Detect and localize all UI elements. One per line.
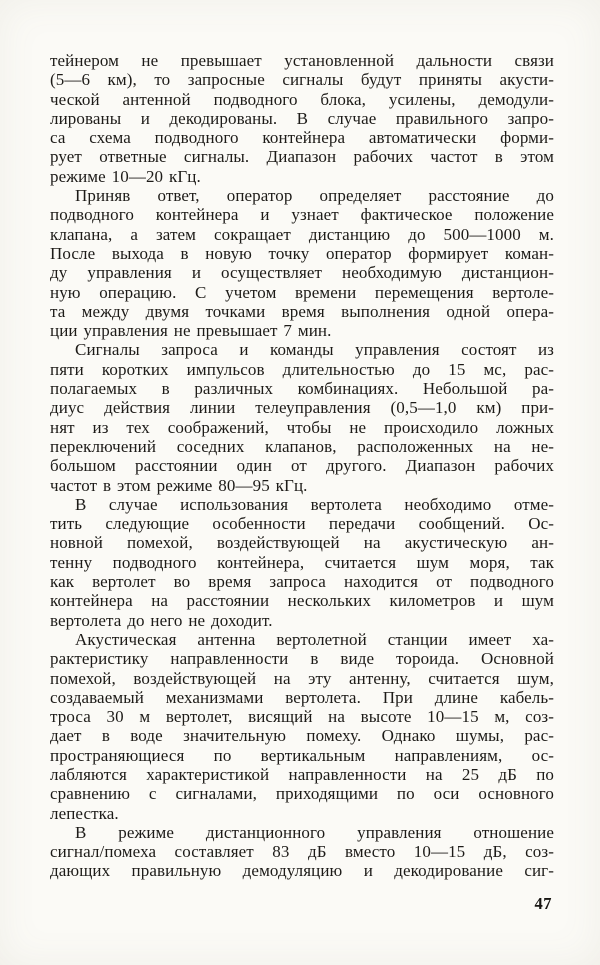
text-line: диус действия линии телеуправления (0,5—1,0 км) при- bbox=[50, 398, 554, 418]
text-line: большом расстоянии один от другого. Диапазон рабочих bbox=[50, 456, 554, 476]
text-line: ную операцию. С учетом времени перемещения вертоле- bbox=[50, 282, 554, 302]
text-line: сигнал/помеха составляет 83 дБ вместо 10—15 дБ, соз- bbox=[50, 842, 554, 862]
text-line: лированы и декодированы. В случае правильного запро- bbox=[50, 108, 554, 128]
text-line: троса 30 м вертолет, висящий на высоте 10—15 м, соз- bbox=[50, 707, 554, 727]
text-line: ду управления и осуществляет необходимую дистанцион- bbox=[50, 263, 554, 283]
text-line: са схема подводного контейнера автоматически форми- bbox=[50, 128, 554, 148]
text-line: режиме 10—20 кГц. bbox=[50, 166, 201, 186]
text-line: Сигналы запроса и команды управления состоят из bbox=[75, 340, 554, 360]
text-line: пяти коротких импульсов длительностью до 15 мс, рас- bbox=[50, 359, 554, 379]
text-line: пространяющиеся по вертикальным направлениям, ос- bbox=[50, 745, 554, 765]
text-line: лабляются характеристикой направленности на 25 дБ по bbox=[50, 764, 554, 784]
text-line: В режиме дистанционного управления отношение bbox=[75, 822, 554, 842]
text-line: помехой, воздействующей на эту антенну, считается шум, bbox=[50, 668, 554, 688]
text-line: полагаемых в различных комбинациях. Небольшой ра- bbox=[50, 379, 554, 399]
text-line: частот в этом режиме 80—95 кГц. bbox=[50, 475, 308, 495]
text-line: сравнению с сигналами, приходящими по оси основного bbox=[50, 784, 554, 804]
text-line: новной помехой, воздействующей на акустическую ан- bbox=[50, 533, 554, 553]
text-line: Приняв ответ, оператор определяет расстояние до bbox=[75, 186, 554, 206]
text-line: подводного контейнера и узнает фактическое положение bbox=[50, 205, 554, 225]
text-line: клапана, а затем сокращает дистанцию до 500—1000 м. bbox=[50, 224, 554, 244]
text-line: как вертолет во время запроса находится от подводного bbox=[50, 572, 554, 592]
text-line: дающих правильную демодуляцию и декодирование сиг- bbox=[50, 861, 554, 881]
text-line: (5—6 км), то запросные сигналы будут приняты акусти- bbox=[50, 70, 554, 90]
text-line: После выхода в новую точку оператор формирует коман- bbox=[50, 243, 554, 263]
text-line: контейнера на расстоянии нескольких километров и шум bbox=[50, 591, 554, 611]
text-line: переключений соседних клапанов, расположенных на не- bbox=[50, 436, 554, 456]
page-number: 47 bbox=[534, 894, 552, 913]
text-block bbox=[50, 51, 554, 881]
text-line: ческой антенной подводного блока, усилены, демодули- bbox=[50, 89, 554, 109]
text-line: тейнером не превышает установленной дальности связи bbox=[50, 51, 554, 70]
text-line: рует ответные сигналы. Диапазон рабочих частот в этом bbox=[50, 147, 554, 167]
text-line: ции управления не превышает 7 мин. bbox=[50, 321, 332, 341]
text-line: тить следующие особенности передачи сообщений. Ос- bbox=[50, 514, 554, 534]
text-line: та между двумя точками время выполнения одной опера- bbox=[50, 301, 554, 321]
text-line: лепестка. bbox=[50, 803, 119, 823]
text-line: нят из тех соображений, чтобы не происходило ложных bbox=[50, 417, 554, 437]
text-line: тенну подводного контейнера, считается шум моря, так bbox=[50, 552, 554, 572]
text-line: Акустическая антенна вертолетной станции имеет ха- bbox=[75, 629, 554, 649]
text-line: вертолета до него не доходит. bbox=[50, 610, 273, 630]
text-line: создаваемый механизмами вертолета. При длине кабель- bbox=[50, 687, 554, 707]
text-line: рактеристику направленности в виде тороида. Основной bbox=[50, 649, 554, 669]
text-line: В случае использования вертолета необходимо отме- bbox=[75, 494, 554, 514]
text-line: дает в воде значительную помеху. Однако шумы, рас- bbox=[50, 726, 554, 746]
